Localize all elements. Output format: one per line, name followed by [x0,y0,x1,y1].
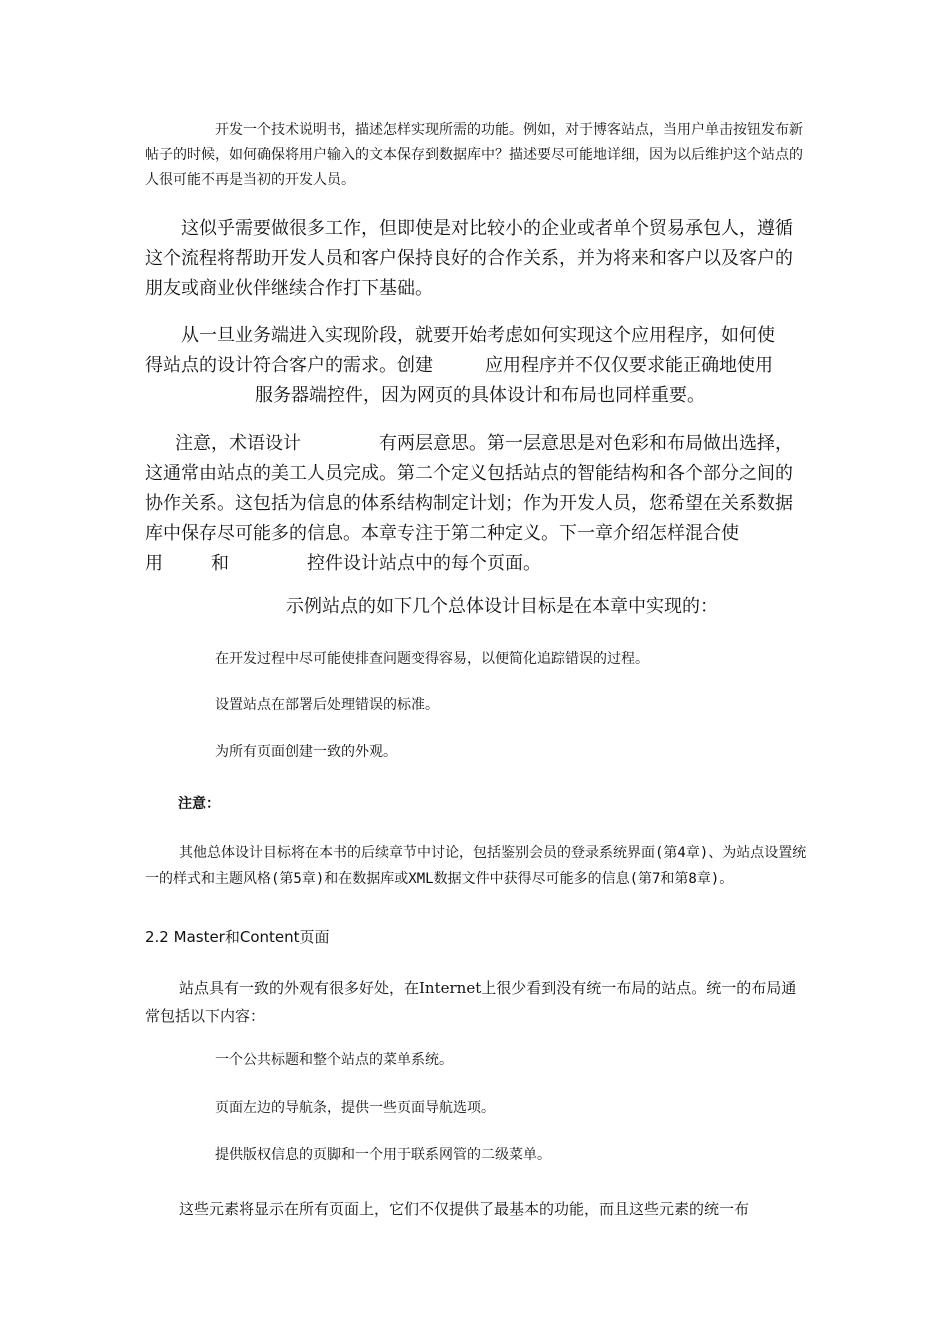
implementation-line-2 [145,351,815,381]
design-note-line-1b: 有两层意思。第一层意思是对色彩和布局做出选择， [379,433,793,454]
goal-item-1: 在开发过程中尽可能使排查问题变得容易，以便简化追踪错误的过程。 [215,651,649,667]
design-note-body: 这通常由站点的美工人员完成。第二个定义包括站点的智能结构和各个部分之间的协作关系。这包括为信息的体系结构制定计划；作为开发人员，您希望在关系数据库中保存尽可能多的信息。本章专注于第二种定义。下一章介绍怎样混合使 [145,463,793,544]
implementation-line-3: 服务器端控件，因为网页的具体设计和布局也同样重要。 [255,385,705,406]
design-note-line-1 [145,429,809,459]
layout-item-3: 提供版权信息的页脚和一个用于联系网管的二级菜单。 [215,1147,551,1163]
design-note-last-b: 和 [211,553,229,574]
implementation-line-2b: 应用程序并不仅仅要求能正确地使用 [485,355,773,376]
paragraph-workload: 这似乎需要做很多工作，但即使是对比较小的企业或者单个贸易承包人，遵循这个流程将帮助开发人员和客户保持良好的合作关系，并为将来和客户以及客户的朋友或商业伙伴继续合作打下基础。 [145,218,793,299]
paragraph-tech-spec: 开发一个技术说明书，描述怎样实现所需的功能。例如，对于博客站点，当用户单击按钮发布新帖子的时候，如何确保将用户输入的文本保存到数据库中？描述要尽可能地详细，因为以后维护这个站点的人很可能不再是当初的开发人员。 [145,122,803,188]
design-note-last-line [145,549,809,579]
note-text: 其他总体设计目标将在本书的后续章节中讨论，包括鉴别会员的登录系统界面(第4章)、为站点设置统一的样式和主题风格(第5章)和在数据库或XML数据文件中获得尽可能多的信息(第7和第8章)。 [145,845,807,887]
section-heading: 2.2 Master和Content页面 [145,928,330,946]
goal-item-2: 设置站点在部署后处理错误的标准。 [215,697,439,713]
design-note-last-c: 控件设计站点中的每个页面。 [307,553,541,574]
layout-item-1: 一个公共标题和整个站点的菜单系统。 [215,1052,453,1068]
design-note-line-1a: 注意，术语设计 [175,433,301,454]
layout-item-2: 页面左边的导航条，提供一些页面导航选项。 [215,1100,495,1116]
design-note-last-a: 用 [145,553,163,574]
implementation-line-2a: 得站点的设计符合客户的需求。创建 [145,355,433,376]
paragraph-design-goals-intro: 示例站点的如下几个总体设计目标是在本章中实现的： [286,596,718,617]
paragraph-implementation [145,321,815,411]
paragraph-consistent-layout: 站点具有一致的外观有很多好处，在Internet上很少看到没有统一布局的站点。统一的布局通常包括以下内容： [145,979,797,1025]
goal-item-3: 为所有页面创建一致的外观。 [215,744,397,760]
implementation-line-1: 从一旦业务端进入实现阶段，就要开始考虑如何实现这个应用程序，如何使 [181,325,775,346]
paragraph-design-note [145,429,809,579]
note-label: 注意： [178,796,220,812]
paragraph-elements-display: 这些元素将显示在所有页面上，它们不仅提供了最基本的功能，而且这些元素的统一布 [179,1200,750,1218]
